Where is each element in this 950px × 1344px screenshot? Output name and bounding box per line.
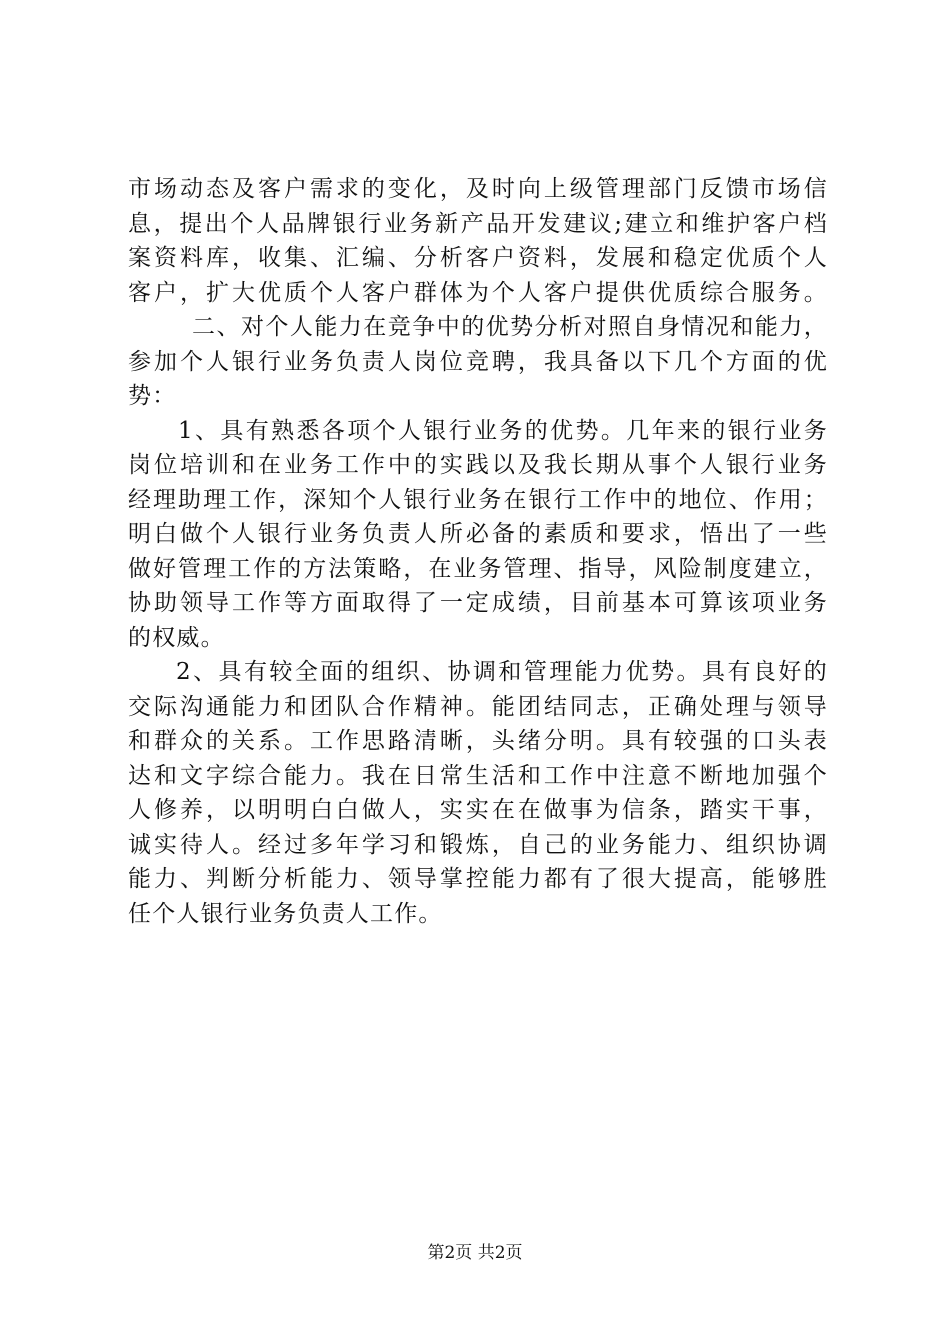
text-line: 参加个人银行业务负责人岗位竞聘，我具备以下几个方面的优	[128, 348, 828, 375]
paragraph-start-line: 二、对个人能力在竞争中的优势分析对照自身情况和能力，	[192, 314, 828, 340]
text-line: 经理助理工作，深知个人银行业务在银行工作中的地位、作用；	[128, 486, 828, 513]
document-body	[128, 172, 828, 931]
paragraph-end-line: 的权威。	[128, 624, 225, 651]
paragraph-end-line: 势：	[128, 383, 177, 409]
paragraph-start-line: 1、具有熟悉各项个人银行业务的优势。几年来的银行业务	[178, 417, 828, 444]
text-line: 案资料库，收集、汇编、分析客户资料，发展和稳定优质个人	[128, 245, 828, 271]
text-line: 做好管理工作的方法策略，在业务管理、指导，风险制度建立，	[128, 555, 828, 582]
text-line: 客户，扩大优质个人客户群体为个人客户提供优质综合服务。	[128, 279, 828, 306]
text-line: 能力、判断分析能力、领导掌控能力都有了很大提高，能够胜	[128, 866, 828, 892]
text-line: 协助领导工作等方面取得了一定成绩，目前基本可算该项业务	[128, 590, 828, 616]
text-line: 息，提出个人品牌银行业务新产品开发建议;建立和维护客户档	[128, 210, 828, 237]
text-line: 交际沟通能力和团队合作精神。能团结同志，正确处理与领导	[128, 693, 828, 720]
text-line: 明白做个人银行业务负责人所必备的素质和要求，悟出了一些	[128, 521, 828, 547]
text-line: 岗位培训和在业务工作中的实践以及我长期从事个人银行业务	[128, 452, 828, 478]
paragraph-end-line: 任个人银行业务负责人工作。	[128, 900, 443, 927]
text-line: 诚实待人。经过多年学习和锻炼，自己的业务能力、组织协调	[128, 831, 828, 858]
text-line: 达和文字综合能力。我在日常生活和工作中注意不断地加强个	[128, 762, 828, 789]
page-number-footer: 第2页 共2页	[427, 1243, 523, 1263]
text-line: 人修养，以明明白白做人，实实在在做事为信条，踏实干事，	[128, 797, 828, 823]
text-line: 和群众的关系。工作思路清晰，头绪分明。具有较强的口头表	[128, 728, 828, 754]
paragraph-start-line: 2、具有较全面的组织、协调和管理能力优势。具有良好的	[176, 659, 828, 685]
text-line: 市场动态及客户需求的变化，及时向上级管理部门反馈市场信	[128, 176, 828, 202]
